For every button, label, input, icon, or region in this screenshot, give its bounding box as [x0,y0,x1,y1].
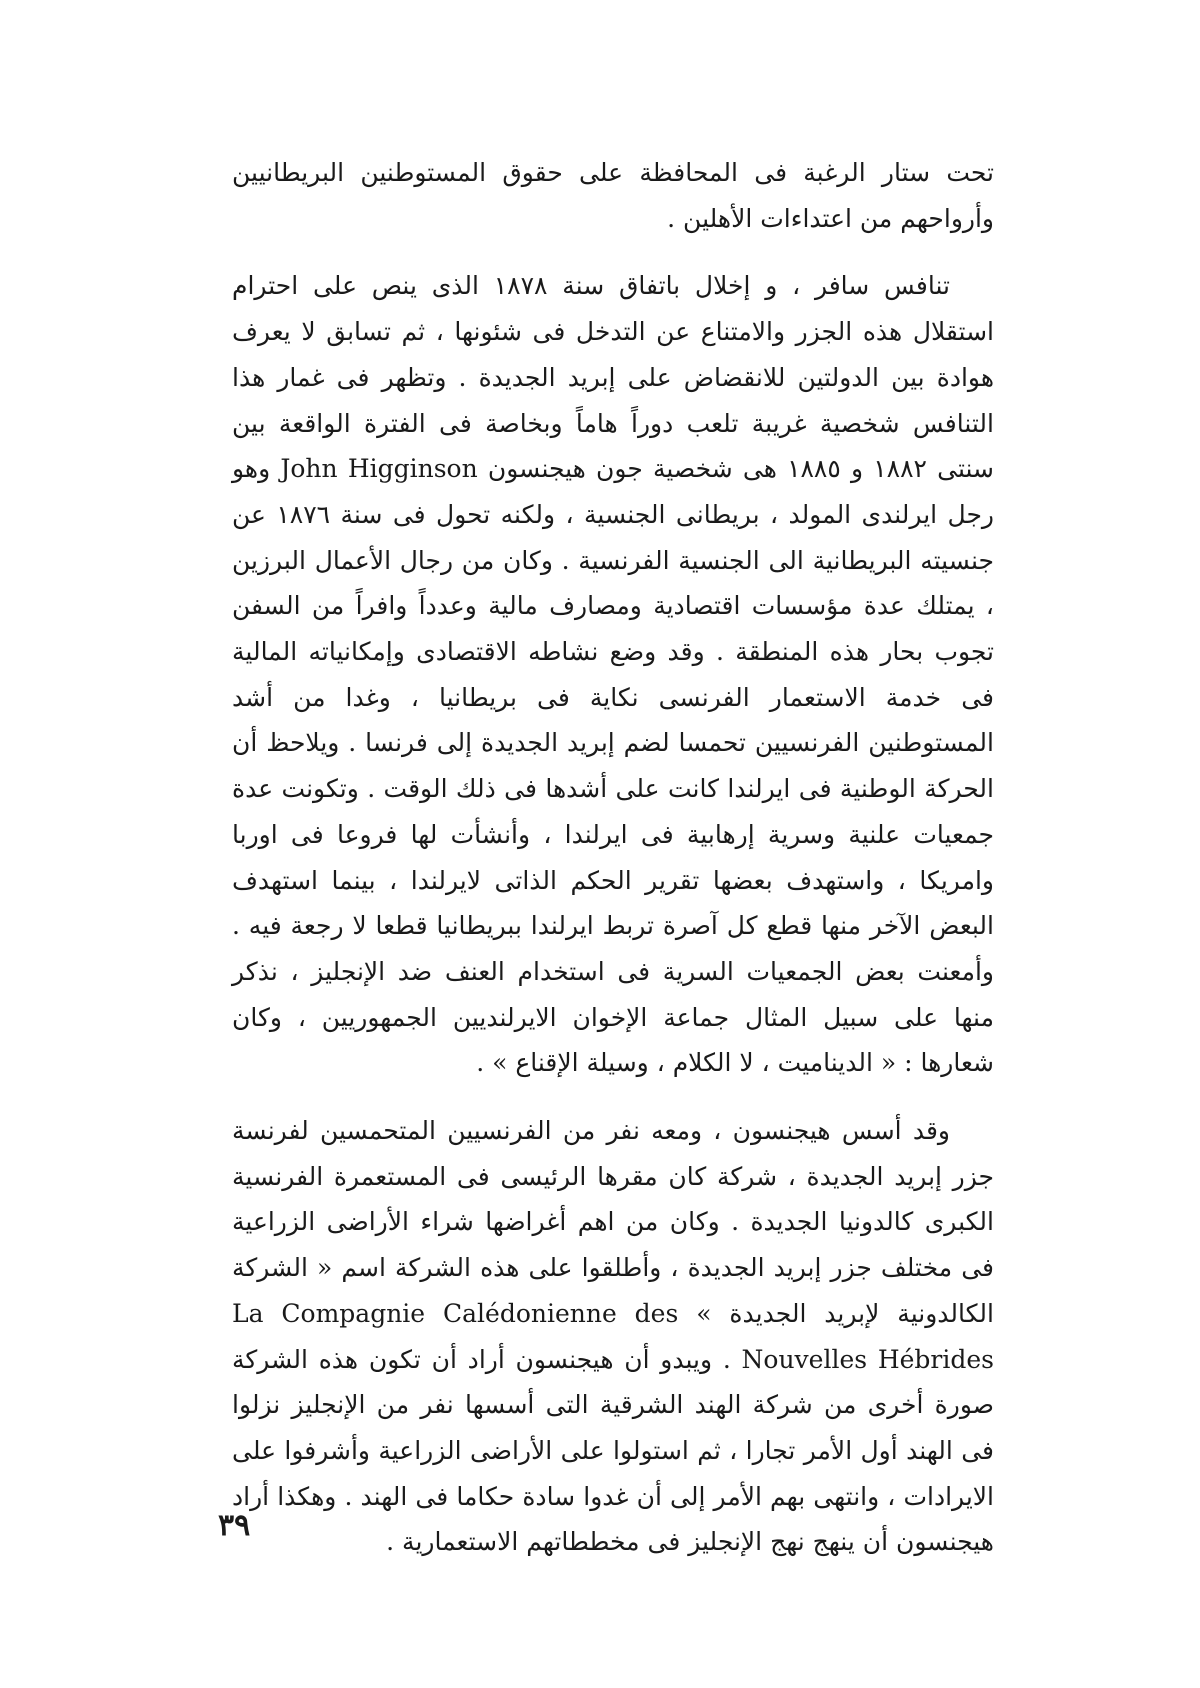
paragraph-gap [232,1086,994,1108]
paragraph-1: تحت ستار الرغبة فى المحافظة على حقوق المستوطنين البريطانيين وأرواحهم من اعتداءات الأهلين . [232,158,994,233]
paragraph-2: تنافس سافر ، و إخلال باتفاق سنة ١٨٧٨ الذى ينص على احترام استقلال هذه الجزر والامتناع عن التدخل فى شئونها ، ثم تسابق لا يعرف هوادة بين الدولتين للانقضاض على إبريد الجديدة . وتظهر فى غمار هذا التنافس شخصية غريبة تلعب دوراً هاماً وبخاصة فى الفترة الواقعة بين سنتى ١٨٨٢ و ١٨٨٥ هى شخصية جون هيجنسون John Higginson وهو رجل ايرلندى المولد ، بريطانى الجنسية ، ولكنه تحول فى سنة ١٨٧٦ عن جنسيته البريطانية الى الجنسية الفرنسية . وكان من رجال الأعمال البرزين ، يمتلك عدة مؤسسات اقتصادية ومصارف مالية وعدداً وافراً من السفن تجوب بحار هذه المنطقة . وقد وضع نشاطه الاقتصادى وإمكانياته المالية فى خدمة الاستعمار الفرنسى نكاية فى بريطانيا ، وغدا من أشد المستوطنين الفرنسيين تحمسا لضم إبريد الجديدة إلى فرنسا . ويلاحظ أن الحركة الوطنية فى ايرلندا كانت على أشدها فى ذلك الوقت . وتكونت عدة جمعيات علنية وسرية إرهابية فى ايرلندا ، وأنشأت لها فروعا فى اوربا وامريكا ، واستهدف بعضها تقرير الحكم الذاتى لايرلندا ، بينما استهدف البعض الآخر منها قطع كل آصرة تربط ايرلندا ببريطانيا قطعا لا رجعة فيه . وأمعنت بعض الجمعيات السرية فى استخدام العنف ضد الإنجليز ، نذكر منها على سبيل المثال جماعة الإخوان الايرلنديين الجمهوريين ، وكان شعارها : « الديناميت ، لا الكلام ، وسيلة الإقناع » . [232,271,994,1078]
paragraph-gap [232,241,994,263]
body-text [232,150,994,1565]
page-number: ٣٩ [218,1508,251,1543]
paragraph-3: وقد أسس هيجنسون ، ومعه نفر من الفرنسيين المتحمسين لفرنسة جزر إبريد الجديدة ، شركة كان مقرها الرئيسى فى المستعمرة الفرنسية الكبرى كالدونيا الجديدة . وكان من اهم أغراضها شراء الأراضى الزراعية فى مختلف جزر إبريد الجديدة ، وأطلقوا على هذه الشركة اسم « الشركة الكالدونية لإبريد الجديدة » La Compagnie Calédonienne des Nouvelles Hébrides . ويبدو أن هيجنسون أراد أن تكون هذه الشركة صورة أخرى من شركة الهند الشرقية التى أسسها نفر من الإنجليز نزلوا فى الهند أول الأمر تجارا ، ثم استولوا على الأراضى الزراعية وأشرفوا على الايرادات ، وانتهى بهم الأمر إلى أن غدوا سادة حكاما فى الهند . وهكذا أراد هيجنسون أن ينهج نهج الإنجليز فى مخططاتهم الاستعمارية . [232,1116,994,1557]
